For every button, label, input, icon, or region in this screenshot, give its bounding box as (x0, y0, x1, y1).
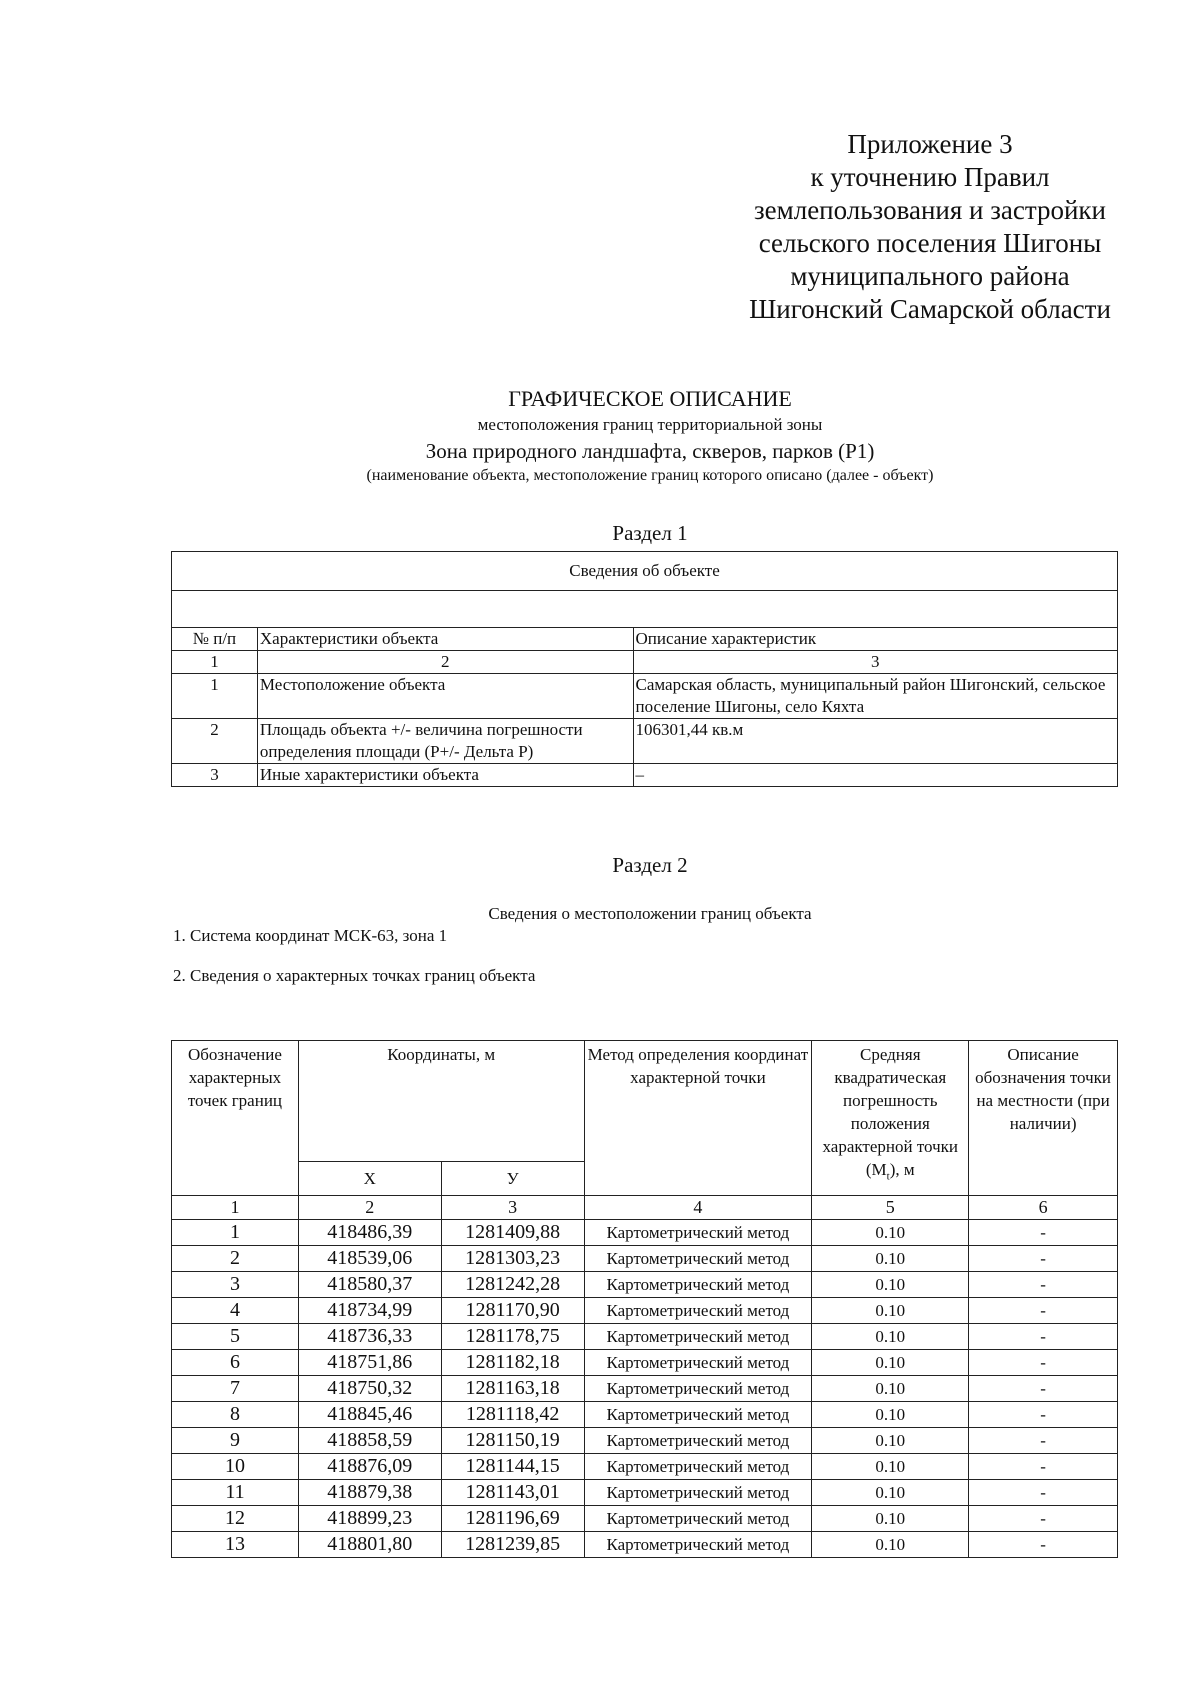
column-number: 1 (172, 651, 258, 674)
x-coordinate: 418801,80 (298, 1532, 441, 1558)
error-value: 0.10 (812, 1324, 969, 1350)
point-description: - (969, 1298, 1118, 1324)
x-coordinate: 418751,86 (298, 1350, 441, 1376)
table-row (172, 1350, 1118, 1376)
x-coordinate: 418879,38 (298, 1480, 441, 1506)
x-coordinate: 418736,33 (298, 1324, 441, 1350)
error-value: 0.10 (812, 1480, 969, 1506)
boundary-points-table (171, 1040, 1118, 1558)
column-number: 3 (441, 1196, 584, 1220)
error-value: 0.10 (812, 1350, 969, 1376)
table-row (172, 764, 1118, 787)
row-number: 2 (172, 719, 258, 764)
point-column-header: Обозначение характерных точек границ (172, 1041, 299, 1196)
y-coordinate: 1281143,01 (441, 1480, 584, 1506)
x-coordinate: 418734,99 (298, 1298, 441, 1324)
column-number: 4 (584, 1196, 812, 1220)
table-row (172, 1480, 1118, 1506)
error-value: 0.10 (812, 1376, 969, 1402)
coordinate-system: 1. Система координат МСК-63, зона 1 (173, 926, 448, 945)
y-coordinate: 1281170,90 (441, 1298, 584, 1324)
table-row (172, 1246, 1118, 1272)
x-coordinate: 418539,06 (298, 1246, 441, 1272)
method: Картометрический метод (584, 1272, 812, 1298)
column-header: Характеристики объекта (257, 628, 633, 651)
appendix-line: Приложение 3 (847, 129, 1013, 159)
point-description: - (969, 1532, 1118, 1558)
point-id: 8 (172, 1402, 299, 1428)
y-coordinate: 1281409,88 (441, 1220, 584, 1246)
column-number: 3 (633, 651, 1117, 674)
characteristic-value: Самарская область, муниципальный район Шигонский, сельское поселение Шигоны, село Кяхта (633, 674, 1117, 719)
document-subtitle: местоположения границ территориальной зоны (477, 415, 823, 434)
error-header-suffix: ), м (889, 1160, 915, 1179)
y-coordinate: 1281178,75 (441, 1324, 584, 1350)
table-row (172, 1454, 1118, 1480)
table-row (172, 1220, 1118, 1246)
document-title: ГРАФИЧЕСКОЕ ОПИСАНИЕ (508, 386, 792, 411)
y-column-header: У (441, 1162, 584, 1196)
method-column-header: Метод определения координат характерной точки (584, 1041, 812, 1196)
method: Картометрический метод (584, 1350, 812, 1376)
column-number-row (172, 651, 1118, 674)
table-row (172, 1298, 1118, 1324)
table-row (172, 1272, 1118, 1298)
x-coordinate: 418899,23 (298, 1506, 441, 1532)
table-header-row (172, 1041, 1118, 1162)
coords-column-header: Координаты, м (298, 1041, 584, 1162)
error-value: 0.10 (812, 1298, 969, 1324)
method: Картометрический метод (584, 1246, 812, 1272)
appendix-line: сельского поселения Шигоны (758, 228, 1102, 258)
column-header: Описание характеристик (633, 628, 1117, 651)
error-value: 0.10 (812, 1272, 969, 1298)
x-coordinate: 418876,09 (298, 1454, 441, 1480)
object-info-title: Сведения об объекте (172, 552, 1118, 591)
appendix-header (720, 128, 1140, 326)
y-coordinate: 1281196,69 (441, 1506, 584, 1532)
object-info-table (171, 551, 1118, 787)
x-coordinate: 418845,46 (298, 1402, 441, 1428)
method: Картометрический метод (584, 1506, 812, 1532)
point-id: 4 (172, 1298, 299, 1324)
method: Картометрический метод (584, 1298, 812, 1324)
table-row (172, 1506, 1118, 1532)
point-description: - (969, 1506, 1118, 1532)
column-number: 2 (298, 1196, 441, 1220)
y-coordinate: 1281242,28 (441, 1272, 584, 1298)
column-number: 1 (172, 1196, 299, 1220)
error-value: 0.10 (812, 1506, 969, 1532)
y-coordinate: 1281303,23 (441, 1246, 584, 1272)
error-value: 0.10 (812, 1402, 969, 1428)
appendix-line: муниципального района (790, 261, 1070, 291)
table-row (172, 674, 1118, 719)
error-column-header (812, 1041, 969, 1196)
characteristic-value: 106301,44 кв.м (633, 719, 1117, 764)
point-description: - (969, 1246, 1118, 1272)
section1-label: Раздел 1 (612, 521, 688, 545)
appendix-line: к уточнению Правил (810, 162, 1050, 192)
point-description: - (969, 1324, 1118, 1350)
point-id: 9 (172, 1428, 299, 1454)
point-description: - (969, 1220, 1118, 1246)
point-description: - (969, 1454, 1118, 1480)
column-number: 2 (257, 651, 633, 674)
method: Картометрический метод (584, 1376, 812, 1402)
point-id: 6 (172, 1350, 299, 1376)
point-id: 3 (172, 1272, 299, 1298)
appendix-line: Шигонский Самарской области (749, 294, 1111, 324)
point-id: 2 (172, 1246, 299, 1272)
object-note: (наименование объекта, местоположение границ которого описано (далее - объект) (366, 467, 934, 484)
x-column-header: X (298, 1162, 441, 1196)
error-value: 0.10 (812, 1220, 969, 1246)
table-header-row (172, 628, 1118, 651)
desc-column-header: Описание обозначения точки на местности (при наличии) (969, 1041, 1118, 1196)
empty-row (172, 591, 1118, 628)
y-coordinate: 1281182,18 (441, 1350, 584, 1376)
point-description: - (969, 1350, 1118, 1376)
y-coordinate: 1281144,15 (441, 1454, 584, 1480)
characteristic-value: – (633, 764, 1117, 787)
point-description: - (969, 1480, 1118, 1506)
characteristic-name: Местоположение объекта (257, 674, 633, 719)
point-description: - (969, 1428, 1118, 1454)
x-coordinate: 418750,32 (298, 1376, 441, 1402)
appendix-line: землепользования и застройки (753, 195, 1106, 225)
characteristic-name: Иные характеристики объекта (257, 764, 633, 787)
error-value: 0.10 (812, 1246, 969, 1272)
x-coordinate: 418858,59 (298, 1428, 441, 1454)
column-number: 5 (812, 1196, 969, 1220)
point-id: 10 (172, 1454, 299, 1480)
method: Картометрический метод (584, 1402, 812, 1428)
point-id: 12 (172, 1506, 299, 1532)
y-coordinate: 1281163,18 (441, 1376, 584, 1402)
method: Картометрический метод (584, 1428, 812, 1454)
table-row (172, 1428, 1118, 1454)
section2-label: Раздел 2 (612, 853, 688, 877)
boundaries-header: Сведения о местоположении границ объекта (488, 904, 812, 923)
error-value: 0.10 (812, 1532, 969, 1558)
method: Картометрический метод (584, 1532, 812, 1558)
point-id: 1 (172, 1220, 299, 1246)
method: Картометрический метод (584, 1324, 812, 1350)
error-header-text: Средняя квадратическая погрешность положения характерной точки (M (822, 1045, 959, 1179)
method: Картометрический метод (584, 1220, 812, 1246)
point-description: - (969, 1402, 1118, 1428)
y-coordinate: 1281118,42 (441, 1402, 584, 1428)
table-row (172, 1532, 1118, 1558)
y-coordinate: 1281239,85 (441, 1532, 584, 1558)
point-id: 7 (172, 1376, 299, 1402)
point-description: - (969, 1272, 1118, 1298)
zone-name: Зона природного ландшафта, скверов, парков (Р1) (425, 439, 875, 463)
point-id: 5 (172, 1324, 299, 1350)
table-row (172, 1376, 1118, 1402)
y-coordinate: 1281150,19 (441, 1428, 584, 1454)
point-description: - (969, 1376, 1118, 1402)
table-row (172, 1324, 1118, 1350)
row-number: 1 (172, 674, 258, 719)
table-row (172, 1402, 1118, 1428)
row-number: 3 (172, 764, 258, 787)
error-header-sub: t (886, 1170, 890, 1183)
table-row (172, 719, 1118, 764)
x-coordinate: 418486,39 (298, 1220, 441, 1246)
characteristic-name: Площадь объекта +/- величина погрешности определения площади (Р+/- Дельта Р) (257, 719, 633, 764)
column-number-row (172, 1196, 1118, 1220)
column-header: № п/п (172, 628, 258, 651)
method: Картометрический метод (584, 1454, 812, 1480)
error-value: 0.10 (812, 1454, 969, 1480)
method: Картометрический метод (584, 1480, 812, 1506)
point-id: 13 (172, 1532, 299, 1558)
points-header: 2. Сведения о характерных точках границ объекта (173, 966, 536, 985)
column-number: 6 (969, 1196, 1118, 1220)
point-id: 11 (172, 1480, 299, 1506)
x-coordinate: 418580,37 (298, 1272, 441, 1298)
error-value: 0.10 (812, 1428, 969, 1454)
